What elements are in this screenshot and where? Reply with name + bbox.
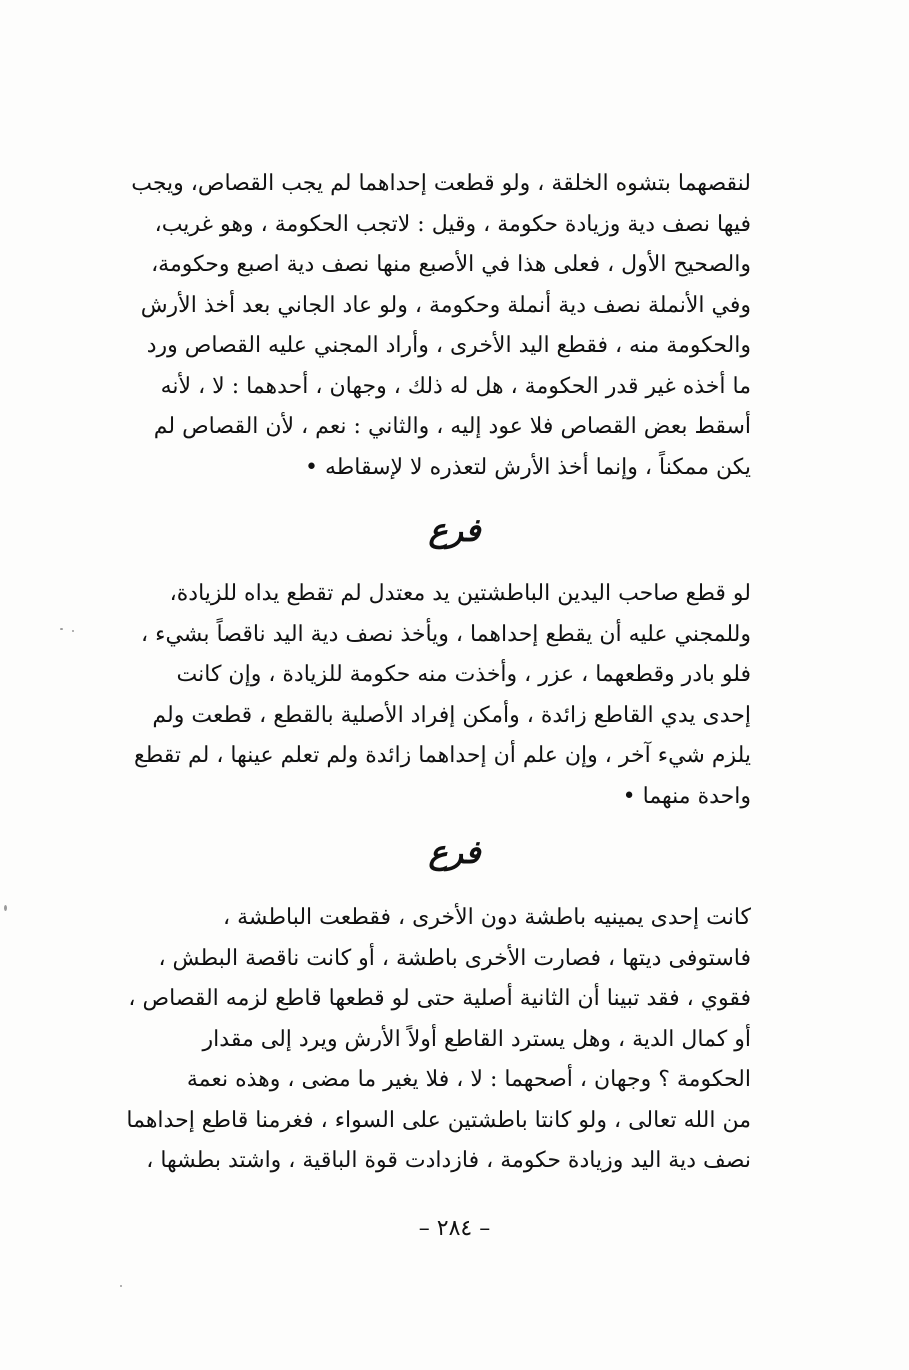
page-number: – ٢٨٤ – — [418, 1216, 491, 1241]
paragraph-3-line: الحكومة ؟ وجهان ، أصحهما : لا ، فلا يغير ما مضى ، وهذه نعمة — [186, 1067, 751, 1092]
paragraph-1-line: أسقط بعض القصاص فلا عود إليه ، والثاني : نعم ، لأن القصاص لم — [153, 414, 751, 439]
paragraph-1-line: لنقصهما بتشوه الخلقة ، ولو قطعت إحداهما لم يجب القصاص، ويجب — [131, 171, 751, 196]
paragraph-2-line: واحدة منهما • — [622, 783, 751, 809]
paragraph-3-line: كانت إحدى يمينيه باطشة دون الأخرى ، فقطعت الباطشة ، — [222, 905, 751, 930]
paragraph-3-line: فاستوفى ديتها ، فصارت الأخرى باطشة ، أو كانت ناقصة البطش ، — [158, 945, 751, 971]
paragraph-1-line: ما أخذه غير قدر الحكومة ، هل له ذلك ، وجهان ، أحدهما : لا ، لأنه — [160, 373, 751, 399]
paragraph-3-line: فقوي ، فقد تبينا أن الثانية أصلية حتى لو قطعها قاطع لزمه القصاص ، — [128, 986, 751, 1011]
paragraph-3-line: أو كمال الدية ، وهل يسترد القاطع أولاً الأرش ويرد إلى مقدار — [202, 1026, 751, 1052]
paragraph-2-line: فلو بادر وقطعهما ، عزر ، وأخذت منه حكومة للزيادة ، وإن كانت — [176, 662, 751, 687]
paragraph-1-line: فيها نصف دية وزيادة حكومة ، وقيل : لاتجب الحكومة ، وهو غريب، — [154, 211, 751, 237]
paragraph-1-line: يكن ممكناً ، وإنما أخذ الأرش لتعذره لا لإسقاطه • — [304, 454, 751, 480]
scan-speck — [120, 1285, 122, 1287]
section-heading-far: فرع — [428, 833, 481, 871]
paragraph-1-line: والحكومة منه ، فقطع اليد الأخرى ، وأراد المجني عليه القصاص ورد — [146, 333, 751, 358]
scan-speck — [4, 905, 7, 911]
paragraph-3-line: نصف دية اليد وزيادة حكومة ، فازدادت قوة الباقية ، واشتد بطشها ، — [146, 1148, 751, 1173]
paragraph-2-line: وللمجني عليه أن يقطع إحداهما ، ويأخذ نصف دية اليد ناقصاً بشيء ، — [141, 621, 751, 647]
paragraph-2 — [108, 574, 751, 817]
paragraph-2-line: إحدى يدي القاطع زائدة ، وأمكن إفراد الأصلية بالقطع ، قطعت ولم — [152, 702, 751, 728]
paragraph-1 — [108, 164, 751, 488]
scan-speck — [60, 628, 63, 630]
scan-speck — [72, 630, 74, 632]
paragraph-2-line: لو قطع صاحب اليدين الباطشتين يد معتدل لم تقطع يداه للزيادة، — [169, 581, 751, 606]
paragraph-2-line: يلزم شيء آخر ، وإن علم أن إحداهما زائدة ولم تعلم عينها ، لم تقطع — [133, 743, 751, 768]
section-heading-far: فرع — [428, 511, 481, 549]
paragraph-3-line: من الله تعالى ، ولو كانتا باطشتين على السواء ، فغرمنا قاطع إحداهما — [126, 1107, 751, 1133]
paragraph-3 — [108, 898, 751, 1182]
paragraph-1-line: وفي الأنملة نصف دية أنملة وحكومة ، ولو عاد الجاني بعد أخذ الأرش — [140, 292, 751, 318]
paragraph-1-line: والصحيح الأول ، فعلى هذا في الأصبع منها نصف دية اصبع وحكومة، — [151, 252, 751, 277]
